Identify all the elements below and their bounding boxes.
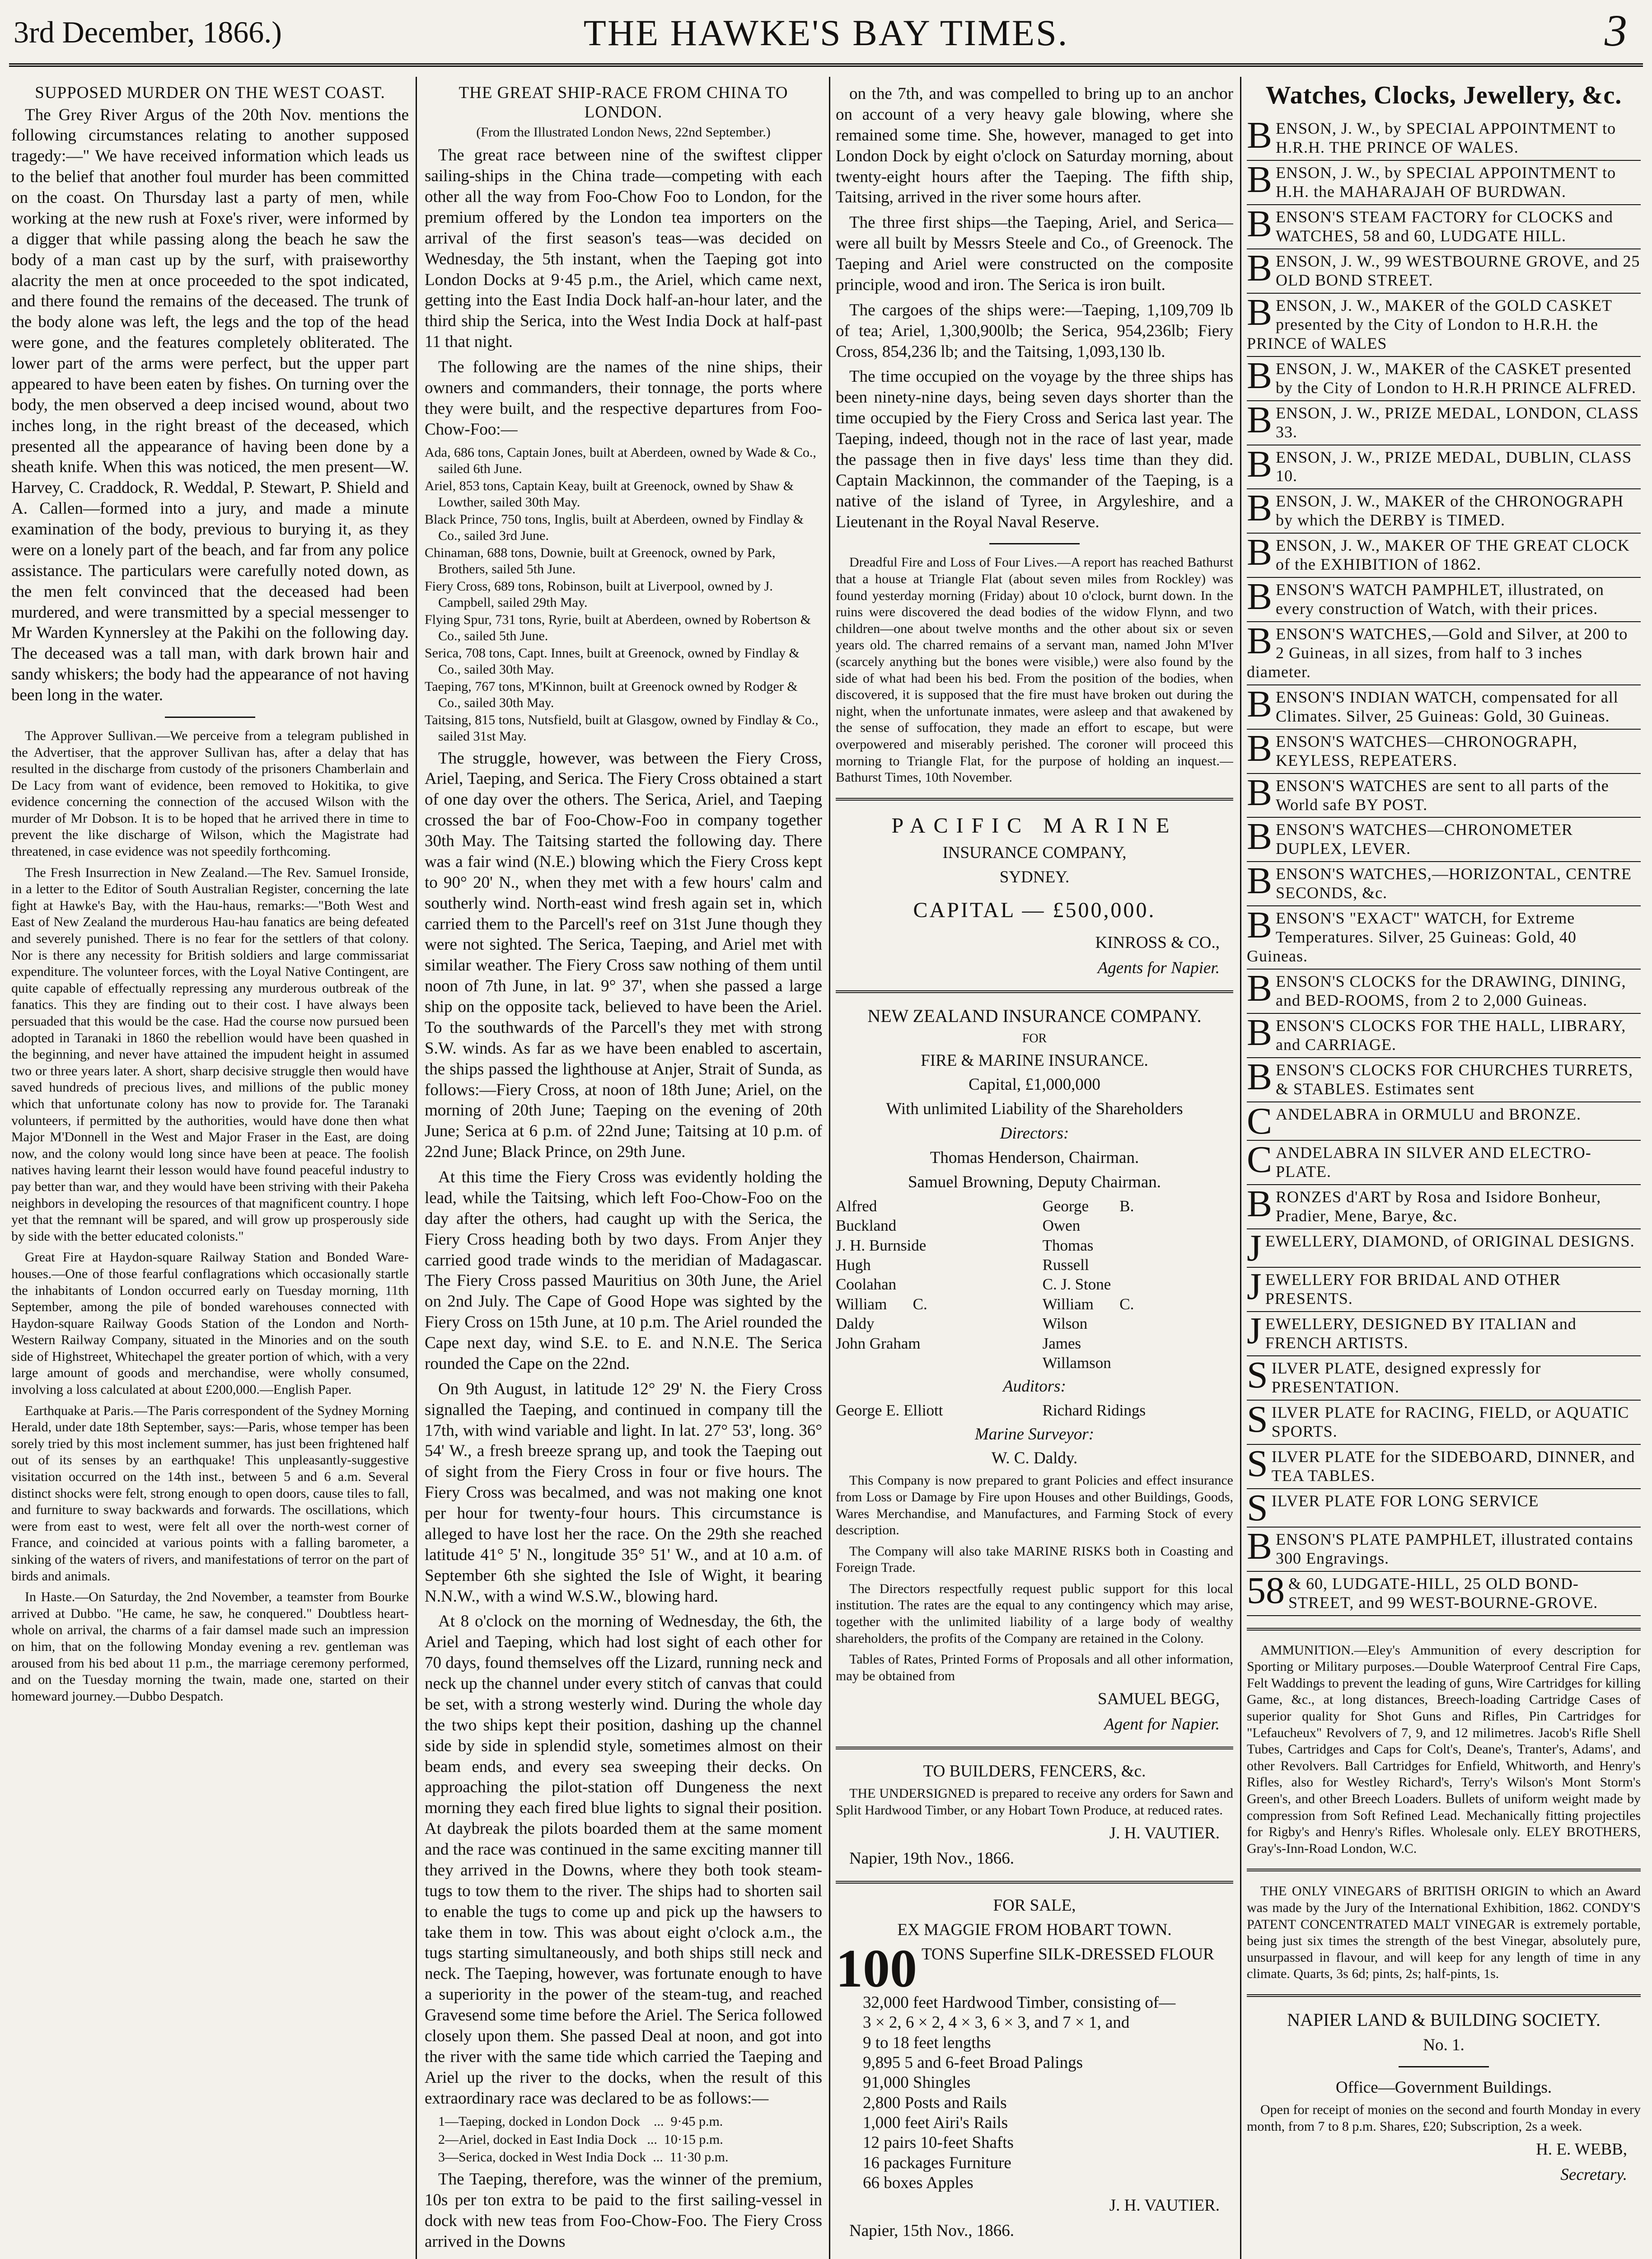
drop-cap-initial: B xyxy=(1247,1182,1273,1225)
advert-role: Secretary. xyxy=(1560,2165,1627,2184)
deputy-chairman: Samuel Browning, Deputy Chairman. xyxy=(908,1172,1161,1191)
drop-cap-initial: S xyxy=(1247,1398,1268,1440)
advert-entry-text: ENSON'S CLOCKS for the DRAWING, DINING, and BED-ROOMS, from 2 to 2,000 Guineas. xyxy=(1276,972,1626,1009)
column-divider xyxy=(1240,77,1241,2259)
race-result: 2—Ariel, docked in East India Dock ... 10·15 p.m. xyxy=(438,2132,723,2147)
director: Hugh Coolahan xyxy=(836,1256,897,1294)
jeweller-advert-entry xyxy=(1247,578,1641,622)
ship-entry: Ada, 686 tons, Captain Jones, built at Aberdeen, owned by Wade & Co., sailed 6th June. xyxy=(425,445,816,476)
masthead-rule xyxy=(9,63,1643,72)
surveyor-heading: Marine Surveyor: xyxy=(974,1425,1095,1444)
advert-entry-text: ANDELABRA in ORMULU and BRONZE. xyxy=(1276,1105,1582,1123)
pacific-insurance-advert xyxy=(836,812,1233,979)
jeweller-advert-entry xyxy=(1247,685,1641,730)
jeweller-advert-entry xyxy=(1247,622,1641,685)
drop-cap-initial: J xyxy=(1247,1265,1262,1308)
jeweller-advert-entry xyxy=(1247,1141,1641,1185)
sale-item: 66 boxes Apples xyxy=(863,2174,973,2193)
drop-cap-initial: B xyxy=(1247,1525,1273,1567)
director: Thomas Russell xyxy=(1042,1236,1094,1274)
advert-entry-text: ILVER PLATE for the SIDEBOARD, DINNER, and TEA TABLES. xyxy=(1271,1447,1635,1485)
sale-item: 1,000 feet Airi's Rails xyxy=(863,2114,1008,2132)
jeweller-advert-entry xyxy=(1247,1055,1641,1102)
drop-cap-initial: B xyxy=(1247,203,1273,245)
news-paragraph: The Approver Sullivan.—We perceive from a telegram published in the Advertiser, that the approver Sullivan has, after a delay that has resulted in the discharge from custody of the prisoners Chamberlain and De Lacy from want of evidence, been removed to Hokitika, to give evidence concerning the connection of the accused Wilson with the murder of Mr Dobson. It is to be hoped that he arrived there in time to prevent the like discharge of Wilson, which the Magistrate had threatened, in case evidence was not speedily forthcoming. xyxy=(11,728,409,859)
jeweller-advert-entry xyxy=(1247,862,1641,906)
article-paragraph: The Taeping, therefore, was the winner of the premium, 10s per ton extra to be paid to the first sailing-vessel in dock with new teas from Foo-Chow-Foo. The Fiery Cross arrived in the Downs xyxy=(425,2170,822,2251)
advert-body: Open for receipt of monies on the second and fourth Monday in every month, from 7 to 8 p.m. Shares, £20; Subscription, 2s a week. xyxy=(1247,2102,1641,2134)
jeweller-advert-entry xyxy=(1247,531,1641,578)
jeweller-advert-entry xyxy=(1247,1525,1641,1572)
column-3 xyxy=(836,84,1233,2259)
article-paragraph: The cargoes of the ships were:—Taeping, 1,109,709 lb of tea; Ariel, 1,300,900lb; the Serica, 954,236lb; Fiery Cross, 854,236 lb; and the Taitsing, 1,093,130 lb. xyxy=(836,300,1233,361)
column-4 xyxy=(1247,84,1641,2259)
advert-title: TO BUILDERS, FENCERS, &c. xyxy=(923,1762,1146,1781)
advert-entry-text: EWELLERY, DIAMOND, of ORIGINAL DESIGNS. xyxy=(1265,1232,1635,1250)
director: C. J. Stone xyxy=(1042,1275,1111,1294)
jeweller-advert-entry xyxy=(1247,1398,1641,1445)
advert-rule xyxy=(1247,1994,1641,1997)
advert-title: FOR SALE, xyxy=(993,1896,1076,1915)
drop-cap-initial: B xyxy=(1247,114,1273,157)
chairman: Thomas Henderson, Chairman. xyxy=(930,1148,1139,1167)
advert-body: The Directors respectfully request public support for this local institution. The rates are the equal to any contingency which may arise, together with the unlimited liability of a large body of wealthy shareholders, the profits of the Company are retained in the Colony. xyxy=(836,1581,1233,1646)
advert-date: Napier, 15th Nov., 1866. xyxy=(849,2221,1015,2240)
advert-signature: J. H. VAUTIER. xyxy=(1109,2196,1220,2215)
issue-date: 3rd December, 1866.) xyxy=(14,15,282,49)
drop-cap-initial: B xyxy=(1247,159,1273,201)
sale-item: 9 to 18 feet lengths xyxy=(863,2033,991,2052)
surveyor-name: W. C. Daldy. xyxy=(991,1449,1078,1468)
advert-capital: Capital, £1,000,000 xyxy=(969,1075,1100,1094)
article-source: (From the Illustrated London News, 22nd September.) xyxy=(476,125,771,140)
advert-entry-text: ENSON'S WATCHES—CHRONOGRAPH, KEYLESS, REPEATERS. xyxy=(1276,732,1577,769)
article-title: THE GREAT SHIP-RACE FROM CHINA TO LONDON. xyxy=(459,84,788,122)
race-result: 1—Taeping, docked in London Dock ... 9·45 p.m. xyxy=(438,2114,723,2129)
sale-item: 32,000 feet Hardwood Timber, consisting of— xyxy=(863,1993,1176,2012)
advert-entry-text: & 60, LUDGATE-HILL, 25 OLD BOND-STREET, and 99 WEST-BOURNE-GROVE. xyxy=(1288,1574,1598,1612)
advert-heading: TONS Superfine SILK-DRESSED FLOUR xyxy=(922,1945,1214,1964)
drop-cap-initial: B xyxy=(1247,967,1273,1009)
directors-list xyxy=(836,1196,1233,1373)
sale-item: 12 pairs 10-feet Shafts xyxy=(863,2133,1014,2152)
news-paragraph: The Fresh Insurrection in New Zealand.—The Rev. Samuel Ironside, in a letter to the Editor of South Australian Register, concerning the late fight at Hawke's Bay, with the Hau-haus, remarks:—"Both West and East of New Zealand the murderous Hau-hau fanatics are being defeated and severely punished. There is no fear for the settlers of that colony. Nor is there any necessity for British soldiers and large commissariat expenditure. The volunteer forces, with the Loyal Native Contingent, are quite capable of effectually repressing any murderous outbreak of the fanatics. This they are finding out to their cost. I have always been persuaded that this would be the case. Had the course now pursued been adopted in Taranaki in 1860 the rebellion would have been quashed in the beginning, and never have attained the impudent height in assumed two or three years later. A short, sharp decisive struggle then would have saved hundreds of precious lives, and millions of the public money which that unfortunate colony has now to provide for. The Taranaki volunteers, if permitted by the authorities, would have done then what Major M'Donnell in the West and Major Fraser in the East, are doing now, and the colony would long since have been at peace. The foolish natives having learnt their lesson would have found peaceful industry to pay better than war, and they would have been striving with their Pakeha neighbors in developing the resources of that magnificent country. I hope yet that the remnant will be spared, and will grow up prosperously side by side with the better educated colonists." xyxy=(11,865,409,1244)
advert-entry-text: ENSON'S WATCHES are sent to all parts of the World safe BY POST. xyxy=(1276,776,1609,814)
jeweller-advert-entry xyxy=(1247,445,1641,490)
advert-rule xyxy=(836,1747,1233,1749)
advert-entry-text: EWELLERY FOR BRIDAL AND OTHER PRESENTS. xyxy=(1265,1270,1561,1308)
jeweller-advert-entry xyxy=(1247,291,1641,357)
advert-entry-text: ENSON, J. W., PRIZE MEDAL, LONDON, CLASS 33. xyxy=(1276,403,1639,441)
article-paragraph: On 9th August, in latitude 12° 29' N. the Fiery Cross signalled the Taeping, and continued in company till the 17th, with wind variable and light. In lat. 27° 53', long. 36° 54' W., a fresh breeze sprang up, and took the Taeping out of sight from the Fiery Cross in four or five hours. The Fiery Cross was becalmed, and was not making one knot per hour for twenty-four hours. This circumstance is alleged to have lost her the race. On the 29th she reached latitude 41° 5' N., longitude 35° 51' W., and at 10 a.m. of September 6th she sighted the Isle of Wight, it bearing N.N.W., with a wind W.S.W., blowing hard. xyxy=(425,1379,822,1606)
article-paragraph: The following are the names of the nine ships, their owners and commanders, their tonnage, the ports where they were built, and the respective departures from Foo-Chow-Foo:— xyxy=(425,358,822,439)
article-body: The Grey River Argus of the 20th Nov. mentions the following circumstances relating to another supposed tragedy:—" We have received information which leads us to the belief that another foul murder has been committed on the coast. On Thursday last a party of men, while working at the new rush at Foxe's river, were informed by a digger that while passing along the beach he saw the body of a man cast up by the surf, with praiseworthy alacrity the men at once proceeded to the spot indicated, and there found the remains of the deceased. The trunk of the body alone was left, the legs and the top of the head were gone, and the features completely obliterated. The lower part of the arms were perfect, but the upper part appeared to have been eaten by fishes. On turning over the body, the men observed a deep incised wound, about two inches long, in the right breast of the deceased, which presented all the appearance of having been done by a sheath knife. When this was noticed, the men present—W. Harvey, C. Craddock, R. Weddal, P. Stewart, P. Shield and A. Callen—formed into a jury, and made a minute examination of the body, previous to burying it, as they were on a lonely part of the beach, and far from any police assistance. The particulars were carefully noted down, as the men felt convinced that the deceased had been murdered, and were transmitted by a special messenger to Mr Warden Kynnersley at the Pakihi on the following day. The deceased was a tall man, with dark brown hair and sandy whiskers; the body had the appearance of not having been long in the water. xyxy=(11,105,409,705)
sale-item: 9,895 5 and 6-feet Broad Palings xyxy=(863,2053,1083,2072)
advert-entry-text: EWELLERY, DESIGNED BY ITALIAN and FRENCH ARTISTS. xyxy=(1265,1315,1577,1352)
drop-cap-initial: B xyxy=(1247,247,1273,290)
advert-entry-text: ENSON, J. W., 99 WESTBOURNE GROVE, and 25 OLD BOND STREET. xyxy=(1276,252,1640,289)
jeweller-advert-entry xyxy=(1247,967,1641,1014)
napier-society-advert xyxy=(1247,2009,1641,2185)
advert-entry-text: ENSON'S WATCHES—CHRONOMETER DUPLEX, LEVER. xyxy=(1276,820,1573,858)
jeweller-advert-entry xyxy=(1247,114,1641,161)
director: William C. Wilson xyxy=(1042,1295,1134,1333)
drop-cap-initial: J xyxy=(1247,1227,1262,1269)
advert-title: NEW ZEALAND INSURANCE COMPANY. xyxy=(867,1006,1202,1026)
drop-cap-initial: B xyxy=(1247,576,1273,618)
article-paragraph: The three first ships—the Taeping, Ariel, and Serica—were all built by Messrs Steele and Co., of Greenock. The Taeping and Ariel were constructed on the composite principle, wood and iron. The Serica is iron built. xyxy=(836,213,1233,294)
page-number: 3 xyxy=(1605,5,1627,56)
advert-signature: J. H. VAUTIER. xyxy=(1109,1824,1220,1843)
advert-body: THE UNDERSIGNED is prepared to receive any orders for Sawn and Split Hardwood Timber, or any Hobart Town Produce, at reduced rates. xyxy=(836,1786,1233,1818)
article-paragraph: At this time the Fiery Cross was evidently holding the lead, while the Taitsing, which left Foo-Chow-Foo on the day after the others, had caught up with the Serica, the Fiery Cross heading both by two days. From Anjer they carried good trade winds to the meridian of Madagascar. The Fiery Cross passed Mauritius on 30th June, the Ariel on 2nd July. The Cape of Good Hope was sighted by the Fiery Cross on 15th June, at 10 p.m. The Ariel rounded the Cape next day, wind S.E. to E. and N.N.E. The Serica rounded the Cape on the 22nd. xyxy=(425,1168,822,1373)
article-paragraph: The struggle, however, was between the Fiery Cross, Ariel, Taeping, and Serica. The Fiery Cross obtained a start of one day over the others. The Serica, Ariel, and Taeping crossed the bar of Foo-Chow-Foo in company together 30th May. The Taitsing started the following day. There was a fair wind (N.E.) blowing which the Fiery Cross kept to 90° 20' N., when they met with a few hours' calm and southerly wind. North-east wind fresh again set in, which carried them to the Parcell's reef on 31st June though they were not sighted. The Serica, Taeping, and Ariel met with similar weather. The Fiery Cross saw nothing of them until noon of 7th June, in lat. 9° 37', when she passed a large ship on the opposite tack, believed to have been the Ariel. To the southwards of the Parcell's they met with strong S.W. winds. As far as we have been enabled to ascertain, the ships passed the lighthouse at Anjer, Strait of Sunda, as follows:—Fiery Cross, at noon of 18th June; Ariel, on the morning of 20th June; Taeping on the evening of 20th June; Serica at 6 p.m. of 22nd June; Taitsing at 10 p.m. of 22nd June; Black Prince, on 29th June. xyxy=(425,749,822,1162)
masthead xyxy=(0,0,1652,79)
advert-entry-text: ENSON'S CLOCKS FOR CHURCHES TURRETS, & STABLES. Estimates sent xyxy=(1276,1060,1633,1098)
advert-liability: With unlimited Liability of the Shareholders xyxy=(886,1100,1183,1119)
advert-city: SYDNEY. xyxy=(999,868,1070,887)
for-sale-advert xyxy=(836,1895,1233,2241)
advert-rule xyxy=(1247,1869,1641,1871)
article-paragraph: The time occupied on the voyage by the three ships has been ninety-nine days, being seven days shorter than the time occupied by the Fiery Cross and Serica last year. The Taeping, indeed, though not in the race of last year, made the passage then in five days' less time than they did. Captain Mackinnon, the commander of the Taeping, is a native of the island of Tyree, in Argyleshire, and a Lieutenant in the Royal Naval Reserve. xyxy=(836,367,1233,531)
jeweller-advert-entry xyxy=(1247,205,1641,249)
advert-entry-text: ILVER PLATE FOR LONG SERVICE xyxy=(1271,1491,1539,1510)
director: Alfred Buckland xyxy=(836,1197,897,1235)
director: J. H. Burnside xyxy=(836,1236,927,1254)
benson-advert-list xyxy=(1247,114,1641,1616)
drop-cap-initial: B xyxy=(1247,860,1273,902)
advert-entry-text: ILVER PLATE, designed expressly for PRESENTATION. xyxy=(1271,1359,1541,1396)
ship-entry: Taeping, 767 tons, M'Kinnon, built at Greenock owned by Rodger & Co., sailed 30th May. xyxy=(425,679,798,710)
jeweller-advert-entry xyxy=(1247,249,1641,294)
advert-subtitle: INSURANCE COMPANY, xyxy=(942,844,1127,862)
director: George B. Owen xyxy=(1042,1197,1134,1235)
drop-cap-initial: B xyxy=(1247,683,1273,725)
advert-for: FOR xyxy=(1022,1031,1047,1045)
advert-rule xyxy=(836,798,1233,801)
jeweller-advert-entry xyxy=(1247,1011,1641,1058)
drop-cap-initial: S xyxy=(1247,1442,1268,1485)
advert-entry-text: ENSON'S WATCHES,—HORIZONTAL, CENTRE SECONDS, &c. xyxy=(1276,865,1632,902)
ship-entry: Black Prince, 750 tons, Inglis, built at Aberdeen, owned by Findlay & Co., sailed 3rd June. xyxy=(425,511,804,543)
vinegar-advert: THE ONLY VINEGARS of BRITISH ORIGIN to which an Award was made by the Jury of the International Exhibition, 1862. CONDY'S PATENT CONCENTRATED MALT VINEGAR is extremely portable, being just six times the strength of the best Vinegar, absolutely pure, unsurpassed in flavour, and will keep for any length of time in any climate. Quarts, 3s 6d; pints, 2s; half-pints, 1s. xyxy=(1247,1884,1641,1982)
section-rule xyxy=(989,543,1080,544)
sale-item: 16 packages Furniture xyxy=(863,2153,1011,2172)
column-divider xyxy=(416,77,417,2259)
jeweller-advert-entry xyxy=(1247,354,1641,401)
drop-cap-initial: B xyxy=(1247,771,1273,814)
advert-entry-text: ENSON'S STEAM FACTORY for CLOCKS and WATCHES, 58 and 60, LUDGATE HILL. xyxy=(1276,208,1613,245)
jeweller-advert-entry xyxy=(1247,1356,1641,1401)
race-result: 3—Serica, docked in West India Dock ... 11·30 p.m. xyxy=(438,2149,729,2165)
drop-cap-initial: S xyxy=(1247,1354,1268,1396)
newspaper-title: THE HAWKE'S BAY TIMES. xyxy=(583,12,1069,53)
advert-entry-text: ENSON'S INDIAN WATCH, compensated for all Climates. Silver, 25 Guineas: Gold, 30 Guineas. xyxy=(1276,688,1619,725)
drop-cap-initial: B xyxy=(1247,531,1273,574)
jeweller-advert-entry xyxy=(1247,1102,1641,1141)
advert-section-heading: Watches, Clocks, Jewellery, &c. xyxy=(1265,84,1622,109)
advert-entry-text: ENSON, J. W., PRIZE MEDAL, DUBLIN, CLASS 10. xyxy=(1276,448,1632,485)
jeweller-advert-entry xyxy=(1247,906,1641,970)
directors-heading: Directors: xyxy=(1000,1124,1069,1143)
jeweller-advert-entry xyxy=(1247,398,1641,445)
ship-entry: Taitsing, 815 tons, Nutsfield, built at Glasgow, owned by Findlay & Co., sailed 31st May. xyxy=(425,712,819,744)
director: James Willamson xyxy=(1042,1334,1111,1372)
advert-entry-text: ENSON, J. W., MAKER of the CASKET presented by the City of London to H.R.H PRINCE ALFRED. xyxy=(1276,359,1637,397)
advert-entry-text: ENSON'S WATCH PAMPHLET, illustrated, on every construction of Watch, with their prices. xyxy=(1276,581,1604,618)
drop-cap-initial: B xyxy=(1247,1011,1273,1054)
advert-title: PACIFIC MARINE xyxy=(891,813,1178,838)
advert-rule xyxy=(836,990,1233,993)
jeweller-advert-entry xyxy=(1247,1569,1641,1616)
sale-item: 3 × 2, 6 × 2, 4 × 3, 6 × 3, and 7 × 1, and xyxy=(863,2013,1130,2032)
advert-entry-text: ENSON, J. W., by SPECIAL APPOINTMENT to H.H. the MAHARAJAH OF BURDWAN. xyxy=(1276,164,1616,201)
agent-name: SAMUEL BEGG, xyxy=(1098,1690,1220,1709)
drop-cap-initial: 58 xyxy=(1247,1569,1285,1612)
advert-body: The Company will also take MARINE RISKS both in Coasting and Foreign Trade. xyxy=(836,1543,1233,1575)
column-2 xyxy=(425,84,822,2259)
advert-entry-text: ENSON, J. W., by SPECIAL APPOINTMENT to H.R.H. THE PRINCE OF WALES. xyxy=(1276,119,1616,157)
advert-entry-text: RONZES d'ART by Rosa and Isidore Bonheur, Pradier, Mene, Barye, &c. xyxy=(1276,1187,1601,1225)
advert-capital: CAPITAL — £500,000. xyxy=(913,898,1156,922)
news-paragraph: Dreadful Fire and Loss of Four Lives.—A report has reached Bathurst that a house at Triangle Flat (about seven miles from Rockley) was found yesterday morning (Friday) about 10 o'clock, burnt down. In the ruins were discovered the dead bodies of the widow Flynn, and two children—one about twelve months and the other about six or seven years old. The charred remains of a servant man, named John M'Iver (scarcely anything but the bones were visible,) were also found by the side of what had been his bed. From the position of the bodies, when discovered, it is supposed that the fire must have broken out during the night, when the unfortunate inmates, were asleep and that awakened by the sense of suffocation, they made an effort to escape, but were overpowered and miserably perished. The coroner will proceed this morning to Triangle Flat, for the purpose of holding an inquest.—Bathurst Times, 10th November. xyxy=(836,555,1233,785)
advert-title: NAPIER LAND & BUILDING SOCIETY. xyxy=(1287,2009,1601,2030)
advert-signature: H. E. WEBB, xyxy=(1536,2140,1627,2159)
column-1 xyxy=(11,84,409,2259)
advert-number: No. 1. xyxy=(1423,2035,1465,2054)
jeweller-advert-entry xyxy=(1247,1182,1641,1229)
ship-entry: Flying Spur, 731 tons, Ryrie, built at Aberdeen, owned by Robertson & Co., sailed 5th June. xyxy=(425,612,811,643)
drop-cap-initial: C xyxy=(1247,1100,1273,1142)
drop-cap-initial: B xyxy=(1247,291,1273,333)
drop-cap-initial: B xyxy=(1247,904,1273,947)
jeweller-advert-entry xyxy=(1247,1442,1641,1489)
advert-entry-text: ENSON'S WATCHES,—Gold and Silver, at 200 to 2 Guineas, in all sizes, from half to 3 inches diameter. xyxy=(1247,625,1628,681)
advert-office: Office—Government Buildings. xyxy=(1335,2078,1552,2097)
article-paragraph: The great race between nine of the swiftest clipper sailing-ships in the China trade—competing with each other all the way from Foo-Chow Foo to London, for the premium offered by the London tea importers on the arrival of the first season's teas—was decided on Wednesday, the 5th instant, when the Taeping got into London Docks at 9·45 p.m., the Ariel, which came next, getting into the East India Dock half-an-hour later, and the third ship the Serica, into the West India Dock at half-past 11 that night. xyxy=(425,146,822,352)
advert-subtitle: FIRE & MARINE INSURANCE. xyxy=(921,1051,1148,1070)
news-paragraph: Earthquake at Paris.—The Paris correspondent of the Sydney Morning Herald, under date 18th September, says:—Paris, whose temper has been sorely tried by this most inclement summer, has just been frightened half out of its senses by an earthquake! This unpleasantly-suggestive visitation occurred on the 14th inst., between 5 and 6 a.m. Several distinct shocks were felt, strong enough to open doors, cause tiles to fall, and furniture to sway backwards and forwards. The oscillations, which were from east to west, were felt all over the north-west corner of France, and coincided at various points with a falling barometer, a sinking of the waters of rivers, and manifestations of terror on the part of birds and animals. xyxy=(11,1403,409,1584)
auditors-heading: Auditors: xyxy=(1003,1377,1066,1396)
jeweller-advert-entry xyxy=(1247,1265,1641,1312)
jeweller-advert-entry xyxy=(1247,815,1641,862)
column-divider xyxy=(829,77,830,2259)
auditor: Richard Ridings xyxy=(1042,1401,1146,1420)
advert-entry-text: ENSON'S CLOCKS FOR THE HALL, LIBRARY, and CARRIAGE. xyxy=(1276,1016,1626,1054)
builders-advert xyxy=(836,1761,1233,1869)
jeweller-advert-entry xyxy=(1247,1312,1641,1356)
jeweller-advert-entry xyxy=(1247,161,1641,205)
advert-entry-text: ANDELABRA IN SILVER AND ELECTRO-PLATE. xyxy=(1276,1144,1591,1181)
nz-insurance-advert xyxy=(836,1005,1233,1735)
section-rule xyxy=(165,717,255,718)
drop-cap-initial: B xyxy=(1247,443,1273,485)
jeweller-advert-entry xyxy=(1247,727,1641,774)
advert-entry-text: ILVER PLATE for RACING, FIELD, or AQUATIC SPORTS. xyxy=(1271,1403,1629,1440)
ammunition-advert: AMMUNITION.—Eley's Ammunition of every description for Sporting or Military purposes.—Double Waterproof Central Fire Caps, Felt Waddings to prevent the leading of guns, Wire Cartridges for killing Game, &c., at long distances, Breech-loading Cartridge Cases of superior quality for Shot Guns and Rifles, Pin Cartridges for "Lefaucheux" Revolvers of 7, 9, and 12 milimetres. Jacob's Rifle Shell Tubes, Cartridges and Caps for Colt's, Deane's, Tranter's, Adams', and other Revolvers. Ball Cartridges for Enfield, Whitworth, and Henry's Rifles, also for Westley Richard's, Terry's Wilson's Mont Storm's Green's, and other Breech Loaders. Bullets of uniform weight made by compression from Soft Refined Lead. Mechanically fitting projectiles for Rigby's and Henry's Rifles. Wholesale only. ELEY BROTHERS, Gray's-Inn-Road London, W.C. xyxy=(1247,1642,1641,1856)
advert-entry-text: ENSON'S PLATE PAMPHLET, illustrated contains 300 Engravings. xyxy=(1276,1530,1633,1567)
drop-cap-initial: J xyxy=(1247,1310,1262,1352)
ship-entry: Fiery Cross, 689 tons, Robinson, built at Liverpool, owned by J. Campbell, sailed 29th May. xyxy=(425,578,773,610)
jeweller-advert-entry xyxy=(1247,489,1641,534)
quantity-number: 100 xyxy=(836,1938,917,1998)
advert-entry-text: ENSON, J. W., MAKER OF THE GREAT CLOCK of the EXHIBITION of 1862. xyxy=(1276,536,1630,574)
advert-subtitle: EX MAGGIE FROM HOBART TOWN. xyxy=(897,1920,1172,1939)
agent-role: Agents for Napier. xyxy=(1097,959,1220,978)
article-paragraph: At 8 o'clock on the morning of Wednesday, the 6th, the Ariel and Taeping, which had lost sight of each other for 70 days, found themselves off the Lizard, running neck and neck up the channel under every stitch of canvas that could be set, with a strong westerly wind. During the whole day the two ships kept their position, dashing up the channel side by side in splendid style, sometimes almost on their beam ends, and every sea sweeping their decks. On approaching the pilot-station off Dungeness the next morning they each fired blue lights to signal their position. At daybreak the pilots boarded them at the same moment and the race was continued in the same exciting manner till they arrived in the Downs, where they both took steam-tugs to tow them to the river. The ships had to shorten sail to enable the tugs to come up and pick up the hawsers to take them in tow. This was about eight o'clock a.m., the tugs starting simultaneously, and both ships still neck and neck. The Taeping, however, was fortunate enough to have a superiority in the power of the steam-tug, and reached Gravesend some time before the Ariel. The Serica followed closely upon them. She passed Deal at noon, and got into the river with the same tide which carried the Taeping and Ariel up the river to the docks, when the result of this extraordinary race was declared to be as follows:— xyxy=(425,1612,822,2108)
advert-body: This Company is now prepared to grant Policies and effect insurance from Loss or Damage by Fire upon Houses and other Buildings, Goods, Wares Merchandise, and Manufactures, and Farming Stock of every description. xyxy=(836,1473,1233,1538)
news-paragraph: In Haste.—On Saturday, the 2nd November, a teamster from Bourke arrived at Dubbo. "He came, he saw, he conquered." Doubtless heart-whole on arrival, the charms of a fair damsel made such an impression on him, that on the following Monday evening a rev. gentleman was aroused from his bed about 11 p.m., the marriage ceremony performed, and on the Tuesday morning the twain, made one, started on their homeward journey.—Dubbo Despatch. xyxy=(11,1589,409,1704)
ship-entry: Serica, 708 tons, Capt. Innes, built at Greenock, owned by Findlay & Co., sailed 30th May. xyxy=(425,645,800,677)
advert-entry-text: ENSON, J. W., MAKER of the GOLD CASKET presented by the City of London to H.R.H. the PRINCE of WALES xyxy=(1247,296,1612,352)
drop-cap-initial: B xyxy=(1247,815,1273,858)
advert-rule xyxy=(836,1881,1233,1884)
director: John Graham xyxy=(836,1334,921,1352)
article-paragraph: on the 7th, and was compelled to bring up to an anchor on account of a very heavy gale blowing, where she remained some time. She, however, managed to get into London Dock by eight o'clock on Saturday morning, about twenty-eight hours after the Taeping. The fifth ship, Taitsing, arrived in the river some hours after. xyxy=(836,84,1233,207)
agent-role: Agent for Napier. xyxy=(1104,1715,1220,1734)
drop-cap-initial: B xyxy=(1247,398,1273,441)
drop-cap-initial: B xyxy=(1247,487,1273,530)
agent-name: KINROSS & CO., xyxy=(1095,933,1220,952)
advert-rule xyxy=(1247,1628,1641,1631)
jeweller-advert-entry xyxy=(1247,1486,1641,1529)
section-rule xyxy=(1399,2066,1489,2067)
jeweller-advert-entry xyxy=(1247,771,1641,818)
advert-date: Napier, 19th Nov., 1866. xyxy=(849,1849,1015,1868)
jeweller-advert-entry xyxy=(1247,1229,1641,1268)
auditor: George E. Elliott xyxy=(836,1401,943,1420)
advert-body: Tables of Rates, Printed Forms of Proposals and all other information, may be obtained from xyxy=(836,1652,1233,1683)
drop-cap-initial: B xyxy=(1247,1055,1273,1098)
drop-cap-initial: B xyxy=(1247,354,1273,397)
sale-item: 91,000 Shingles xyxy=(863,2073,971,2092)
auditors-list xyxy=(836,1401,1233,1420)
sale-item: 2,800 Posts and Rails xyxy=(863,2093,1007,2112)
drop-cap-initial: S xyxy=(1247,1486,1268,1529)
director: William C. Daldy xyxy=(836,1295,927,1333)
article-title: SUPPOSED MURDER ON THE WEST COAST. xyxy=(35,84,385,102)
advert-entry-text: ENSON'S "EXACT" WATCH, for Extreme Temperatures. Silver, 25 Guineas: Gold, 40 Guineas. xyxy=(1247,909,1577,965)
drop-cap-initial: C xyxy=(1247,1139,1273,1181)
ship-entry: Ariel, 853 tons, Captain Keay, built at Greenock, owned by Shaw & Lowther, sailed 30th May. xyxy=(425,478,794,510)
drop-cap-initial: B xyxy=(1247,620,1273,662)
advert-entry-text: ENSON, J. W., MAKER of the CHRONOGRAPH by which the DERBY is TIMED. xyxy=(1276,492,1624,530)
drop-cap-initial: B xyxy=(1247,727,1273,769)
news-paragraph: Great Fire at Haydon-square Railway Station and Bonded Ware-houses.—One of those fearful conflagrations which occasionally startle the inhabitants of London occurred early on Tuesday morning, 11th September, among the pile of bonded warehouses connected with Haydon-square Railway Goods Station of the London and North-Western Railway Company, situated in the Minories and on the south side of Highstreet, Whitechapel the greater portion of which, with a very large amount of goods and merchandise, were wholly consumed, involving a loss calculated at about £200,000.—English Paper. xyxy=(11,1250,409,1397)
ship-entry: Chinaman, 688 tons, Downie, built at Greenock, owned by Park, Brothers, sailed 5th June. xyxy=(425,545,776,576)
